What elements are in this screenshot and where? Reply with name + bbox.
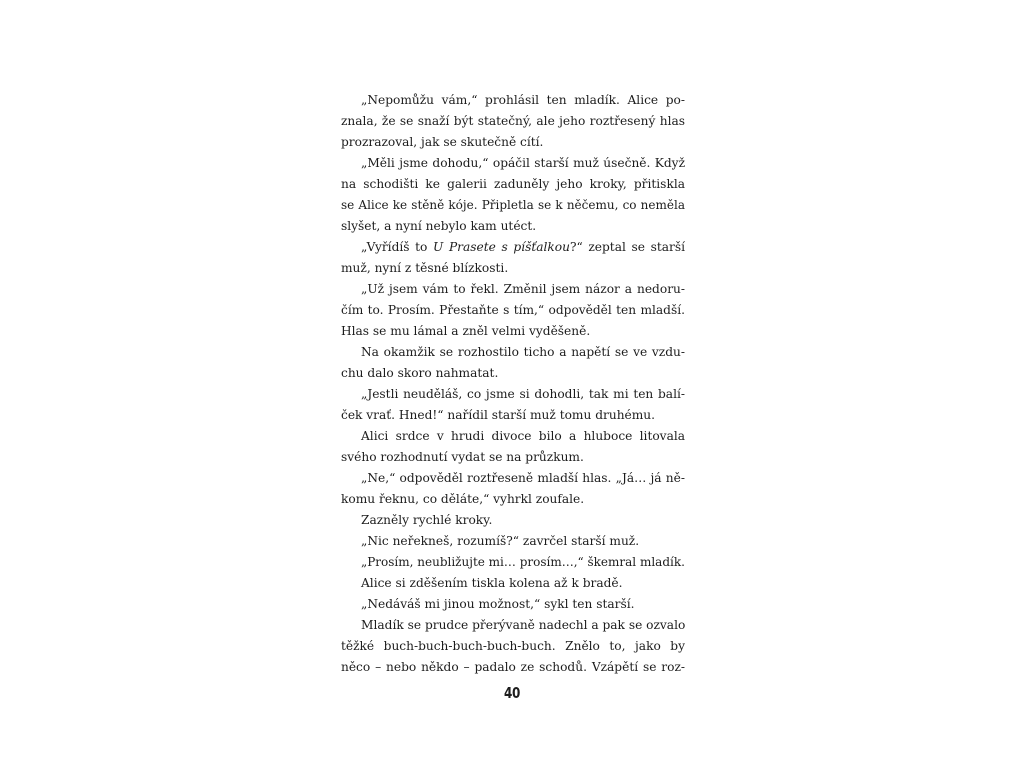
text-line: [341, 237, 685, 258]
text-line: „Měli jsme dohodu,“ opáčil starší muž úsečně. Když: [361, 156, 685, 170]
text-line: komu řeknu, co děláte,“ vyhrkl zoufale.: [341, 492, 585, 506]
text-line: čím to. Prosím. Přestaňte s tím,“ odpověděl ten mladší.: [341, 303, 685, 317]
text-line: „Nic neřekneš, rozumíš?“ zavrčel starší muž.: [361, 534, 640, 548]
text-line: prozrazoval, jak se skutečně cítí.: [341, 135, 544, 149]
text-line: „Jestli neuděláš, co jsme si dohodli, tak mi ten balí-: [361, 387, 685, 401]
text-line: na schodišti ke galerii zaduněly jeho kroky, přitiskla: [341, 177, 685, 191]
text-line: Hlas se mu lámal a zněl velmi vyděšeně.: [341, 324, 591, 338]
text-line: svého rozhodnutí vydat se na průzkum.: [341, 450, 584, 464]
text-line: Zazněly rychlé kroky.: [361, 513, 493, 527]
text-line: chu dalo skoro nahmatat.: [341, 366, 499, 380]
text-segment: ?“ zeptal se starší: [569, 240, 686, 254]
text-line: „Ne,“ odpověděl roztřeseně mladší hlas. „Já… já ně-: [361, 471, 685, 485]
text-line: těžké buch-buch-buch-buch-buch. Znělo to, jako by: [341, 639, 685, 653]
text-line: muž, nyní z těsné blízkosti.: [341, 261, 509, 275]
page-number: 40: [504, 684, 520, 702]
text-line: slyšet, a nyní nebylo kam utéct.: [341, 219, 537, 233]
text-line: ček vrať. Hned!“ nařídil starší muž tomu druhému.: [341, 408, 656, 422]
text-line: Alice si zděšením tiskla kolena až k bradě.: [361, 576, 623, 590]
text-line: Mladík se prudce přerývaně nadechl a pak se ozvalo: [361, 618, 686, 632]
italic-title: U Prasete s píšťalkou: [433, 240, 570, 254]
text-line: něco – nebo někdo – padalo ze schodů. Vzápětí se roz-: [341, 660, 685, 674]
text-line: Na okamžik se rozhostilo ticho a napětí se ve vzdu-: [361, 345, 685, 359]
text-line: „Nepomůžu vám,“ prohlásil ten mladík. Alice po-: [361, 93, 685, 107]
text-line: „Prosím, neubližujte mi… prosím…,“ škemral mladík.: [361, 555, 685, 569]
text-line: „Nedáváš mi jinou možnost,“ sykl ten starší.: [361, 597, 635, 611]
text-line: znala, že se snaží být statečný, ale jeho roztřesený hlas: [341, 114, 685, 128]
body-text: [341, 90, 685, 678]
text-line: Alici srdce v hrudi divoce bilo a hluboce litovala: [361, 429, 685, 443]
text-line: se Alice ke stěně kóje. Připletla se k něčemu, co neměla: [341, 198, 685, 212]
text-line: „Už jsem vám to řekl. Změnil jsem názor a nedoru-: [361, 282, 685, 296]
text-segment: „Vyřídíš to: [361, 240, 434, 254]
